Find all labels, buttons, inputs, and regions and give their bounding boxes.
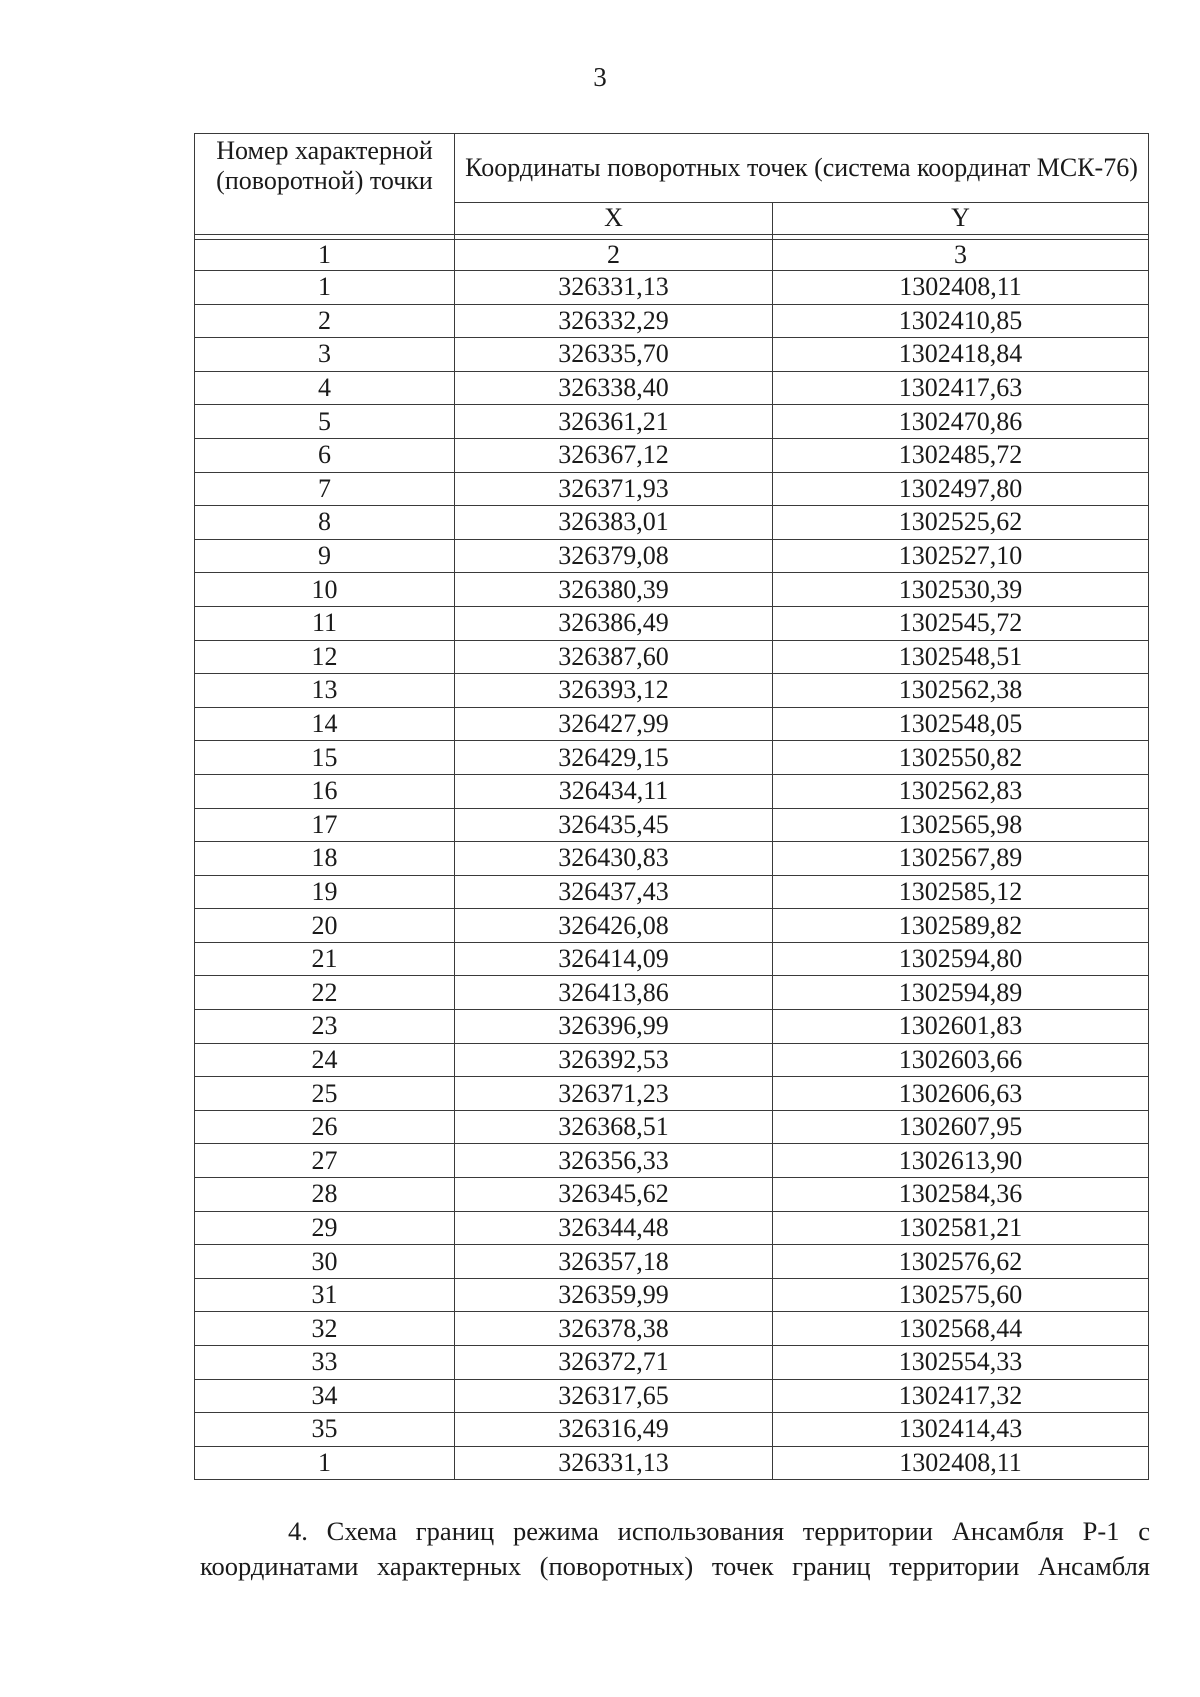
- point-number-cell: 26: [195, 1110, 455, 1144]
- y-coordinate-cell: 1302410,85: [773, 304, 1149, 338]
- point-number-cell: 2: [195, 304, 455, 338]
- x-coordinate-cell: 326379,08: [455, 539, 773, 573]
- x-coordinate-cell: 326392,53: [455, 1043, 773, 1077]
- header-x: X: [455, 202, 773, 234]
- y-coordinate-cell: 1302576,62: [773, 1245, 1149, 1279]
- x-coordinate-cell: 326372,71: [455, 1346, 773, 1380]
- table-row: [195, 371, 1149, 405]
- y-coordinate-cell: 1302567,89: [773, 842, 1149, 876]
- table-row: [195, 942, 1149, 976]
- table-row: [195, 405, 1149, 439]
- table-row: [195, 338, 1149, 372]
- point-number-cell: 12: [195, 640, 455, 674]
- table-row: [195, 1178, 1149, 1212]
- y-coordinate-cell: 1302470,86: [773, 405, 1149, 439]
- point-number-cell: 28: [195, 1178, 455, 1212]
- x-coordinate-cell: 326386,49: [455, 606, 773, 640]
- x-coordinate-cell: 326317,65: [455, 1379, 773, 1413]
- table-row: [195, 506, 1149, 540]
- x-coordinate-cell: 326378,38: [455, 1312, 773, 1346]
- point-number-cell: 30: [195, 1245, 455, 1279]
- y-coordinate-cell: 1302414,43: [773, 1413, 1149, 1447]
- y-coordinate-cell: 1302562,38: [773, 674, 1149, 708]
- header-point-number: Номер характерной (поворотной) точки: [195, 134, 455, 235]
- table-row: [195, 808, 1149, 842]
- y-coordinate-cell: 1302418,84: [773, 338, 1149, 372]
- y-coordinate-cell: 1302550,82: [773, 741, 1149, 775]
- point-number-cell: 6: [195, 438, 455, 472]
- table-row: [195, 539, 1149, 573]
- x-coordinate-cell: 326426,08: [455, 909, 773, 943]
- table-row: [195, 304, 1149, 338]
- y-coordinate-cell: 1302527,10: [773, 539, 1149, 573]
- y-coordinate-cell: 1302497,80: [773, 472, 1149, 506]
- x-coordinate-cell: 326393,12: [455, 674, 773, 708]
- table-row: [195, 909, 1149, 943]
- column-index-1: 1: [195, 240, 455, 271]
- y-coordinate-cell: 1302568,44: [773, 1312, 1149, 1346]
- point-number-cell: 25: [195, 1077, 455, 1111]
- table-row: [195, 707, 1149, 741]
- y-coordinate-cell: 1302554,33: [773, 1346, 1149, 1380]
- y-coordinate-cell: 1302565,98: [773, 808, 1149, 842]
- y-coordinate-cell: 1302417,63: [773, 371, 1149, 405]
- point-number-cell: 1: [195, 1446, 455, 1480]
- point-number-cell: 27: [195, 1144, 455, 1178]
- y-coordinate-cell: 1302562,83: [773, 774, 1149, 808]
- y-coordinate-cell: 1302530,39: [773, 573, 1149, 607]
- y-coordinate-cell: 1302613,90: [773, 1144, 1149, 1178]
- x-coordinate-cell: 326434,11: [455, 774, 773, 808]
- x-coordinate-cell: 326437,43: [455, 875, 773, 909]
- table-row: [195, 472, 1149, 506]
- table-row: [195, 640, 1149, 674]
- x-coordinate-cell: 326331,13: [455, 1446, 773, 1480]
- table-row: [195, 1010, 1149, 1044]
- table-row: [195, 1077, 1149, 1111]
- point-number-cell: 11: [195, 606, 455, 640]
- point-number-cell: 29: [195, 1211, 455, 1245]
- point-number-cell: 1: [195, 271, 455, 305]
- x-coordinate-cell: 326383,01: [455, 506, 773, 540]
- y-coordinate-cell: 1302575,60: [773, 1278, 1149, 1312]
- x-coordinate-cell: 326357,18: [455, 1245, 773, 1279]
- x-coordinate-cell: 326413,86: [455, 976, 773, 1010]
- x-coordinate-cell: 326359,99: [455, 1278, 773, 1312]
- y-coordinate-cell: 1302589,82: [773, 909, 1149, 943]
- x-coordinate-cell: 326367,12: [455, 438, 773, 472]
- y-coordinate-cell: 1302408,11: [773, 271, 1149, 305]
- table-row: [195, 1144, 1149, 1178]
- y-coordinate-cell: 1302485,72: [773, 438, 1149, 472]
- y-coordinate-cell: 1302585,12: [773, 875, 1149, 909]
- y-coordinate-cell: 1302603,66: [773, 1043, 1149, 1077]
- point-number-cell: 24: [195, 1043, 455, 1077]
- x-coordinate-cell: 326396,99: [455, 1010, 773, 1044]
- point-number-cell: 32: [195, 1312, 455, 1346]
- table-body: [195, 271, 1149, 1480]
- table-row: [195, 674, 1149, 708]
- x-coordinate-cell: 326380,39: [455, 573, 773, 607]
- table-row: [195, 1043, 1149, 1077]
- point-number-cell: 20: [195, 909, 455, 943]
- point-number-cell: 4: [195, 371, 455, 405]
- point-number-cell: 22: [195, 976, 455, 1010]
- x-coordinate-cell: 326361,21: [455, 405, 773, 439]
- x-coordinate-cell: 326335,70: [455, 338, 773, 372]
- coordinates-table: [194, 133, 1149, 1480]
- point-number-cell: 17: [195, 808, 455, 842]
- y-coordinate-cell: 1302584,36: [773, 1178, 1149, 1212]
- table-row: [195, 573, 1149, 607]
- note-line-2: координатами характерных (поворотных) точек границ территории Ансамбля: [200, 1551, 1150, 1581]
- table-row: [195, 1379, 1149, 1413]
- table-row: [195, 606, 1149, 640]
- y-coordinate-cell: 1302548,51: [773, 640, 1149, 674]
- y-coordinate-cell: 1302525,62: [773, 506, 1149, 540]
- y-coordinate-cell: 1302545,72: [773, 606, 1149, 640]
- point-number-cell: 31: [195, 1278, 455, 1312]
- column-index-2: 2: [455, 240, 773, 271]
- point-number-cell: 8: [195, 506, 455, 540]
- table-row: [195, 1346, 1149, 1380]
- x-coordinate-cell: 326371,93: [455, 472, 773, 506]
- y-coordinate-cell: 1302606,63: [773, 1077, 1149, 1111]
- table-row: [195, 1413, 1149, 1447]
- x-coordinate-cell: 326345,62: [455, 1178, 773, 1212]
- table-row: [195, 438, 1149, 472]
- coordinates-table-container: [194, 133, 1148, 1480]
- point-number-cell: 19: [195, 875, 455, 909]
- table-row: [195, 1312, 1149, 1346]
- page-number: 3: [593, 62, 607, 92]
- x-coordinate-cell: 326368,51: [455, 1110, 773, 1144]
- table-row: [195, 774, 1149, 808]
- point-number-cell: 15: [195, 741, 455, 775]
- point-number-cell: 5: [195, 405, 455, 439]
- point-number-cell: 16: [195, 774, 455, 808]
- point-number-cell: 10: [195, 573, 455, 607]
- table-row: [195, 1110, 1149, 1144]
- table-row: [195, 842, 1149, 876]
- x-coordinate-cell: 326429,15: [455, 741, 773, 775]
- y-coordinate-cell: 1302601,83: [773, 1010, 1149, 1044]
- table-row: [195, 1446, 1149, 1480]
- x-coordinate-cell: 326338,40: [455, 371, 773, 405]
- column-index-3: 3: [773, 240, 1149, 271]
- y-coordinate-cell: 1302607,95: [773, 1110, 1149, 1144]
- x-coordinate-cell: 326427,99: [455, 707, 773, 741]
- point-number-cell: 21: [195, 942, 455, 976]
- y-coordinate-cell: 1302581,21: [773, 1211, 1149, 1245]
- header-coordinates: Координаты поворотных точек (система координат МСК-76): [455, 134, 1149, 203]
- x-coordinate-cell: 326331,13: [455, 271, 773, 305]
- header-y: Y: [773, 202, 1149, 234]
- y-coordinate-cell: 1302594,89: [773, 976, 1149, 1010]
- point-number-cell: 34: [195, 1379, 455, 1413]
- point-number-cell: 23: [195, 1010, 455, 1044]
- point-number-cell: 18: [195, 842, 455, 876]
- table-row: [195, 1211, 1149, 1245]
- table-row: [195, 1245, 1149, 1279]
- table-header: [195, 134, 1149, 271]
- point-number-cell: 35: [195, 1413, 455, 1447]
- point-number-cell: 3: [195, 338, 455, 372]
- x-coordinate-cell: 326332,29: [455, 304, 773, 338]
- x-coordinate-cell: 326344,48: [455, 1211, 773, 1245]
- table-row: [195, 271, 1149, 305]
- table-row: [195, 875, 1149, 909]
- table-row: [195, 1278, 1149, 1312]
- x-coordinate-cell: 326371,23: [455, 1077, 773, 1111]
- point-number-cell: 13: [195, 674, 455, 708]
- x-coordinate-cell: 326316,49: [455, 1413, 773, 1447]
- point-number-cell: 7: [195, 472, 455, 506]
- note-line-1: 4. Схема границ режима использования территории Ансамбля Р-1 с: [288, 1516, 1150, 1546]
- x-coordinate-cell: 326435,45: [455, 808, 773, 842]
- x-coordinate-cell: 326387,60: [455, 640, 773, 674]
- y-coordinate-cell: 1302548,05: [773, 707, 1149, 741]
- x-coordinate-cell: 326414,09: [455, 942, 773, 976]
- y-coordinate-cell: 1302417,32: [773, 1379, 1149, 1413]
- note-paragraph: [200, 1514, 1150, 1584]
- point-number-cell: 33: [195, 1346, 455, 1380]
- table-row: [195, 741, 1149, 775]
- point-number-cell: 9: [195, 539, 455, 573]
- x-coordinate-cell: 326356,33: [455, 1144, 773, 1178]
- y-coordinate-cell: 1302408,11: [773, 1446, 1149, 1480]
- table-row: [195, 976, 1149, 1010]
- x-coordinate-cell: 326430,83: [455, 842, 773, 876]
- point-number-cell: 14: [195, 707, 455, 741]
- y-coordinate-cell: 1302594,80: [773, 942, 1149, 976]
